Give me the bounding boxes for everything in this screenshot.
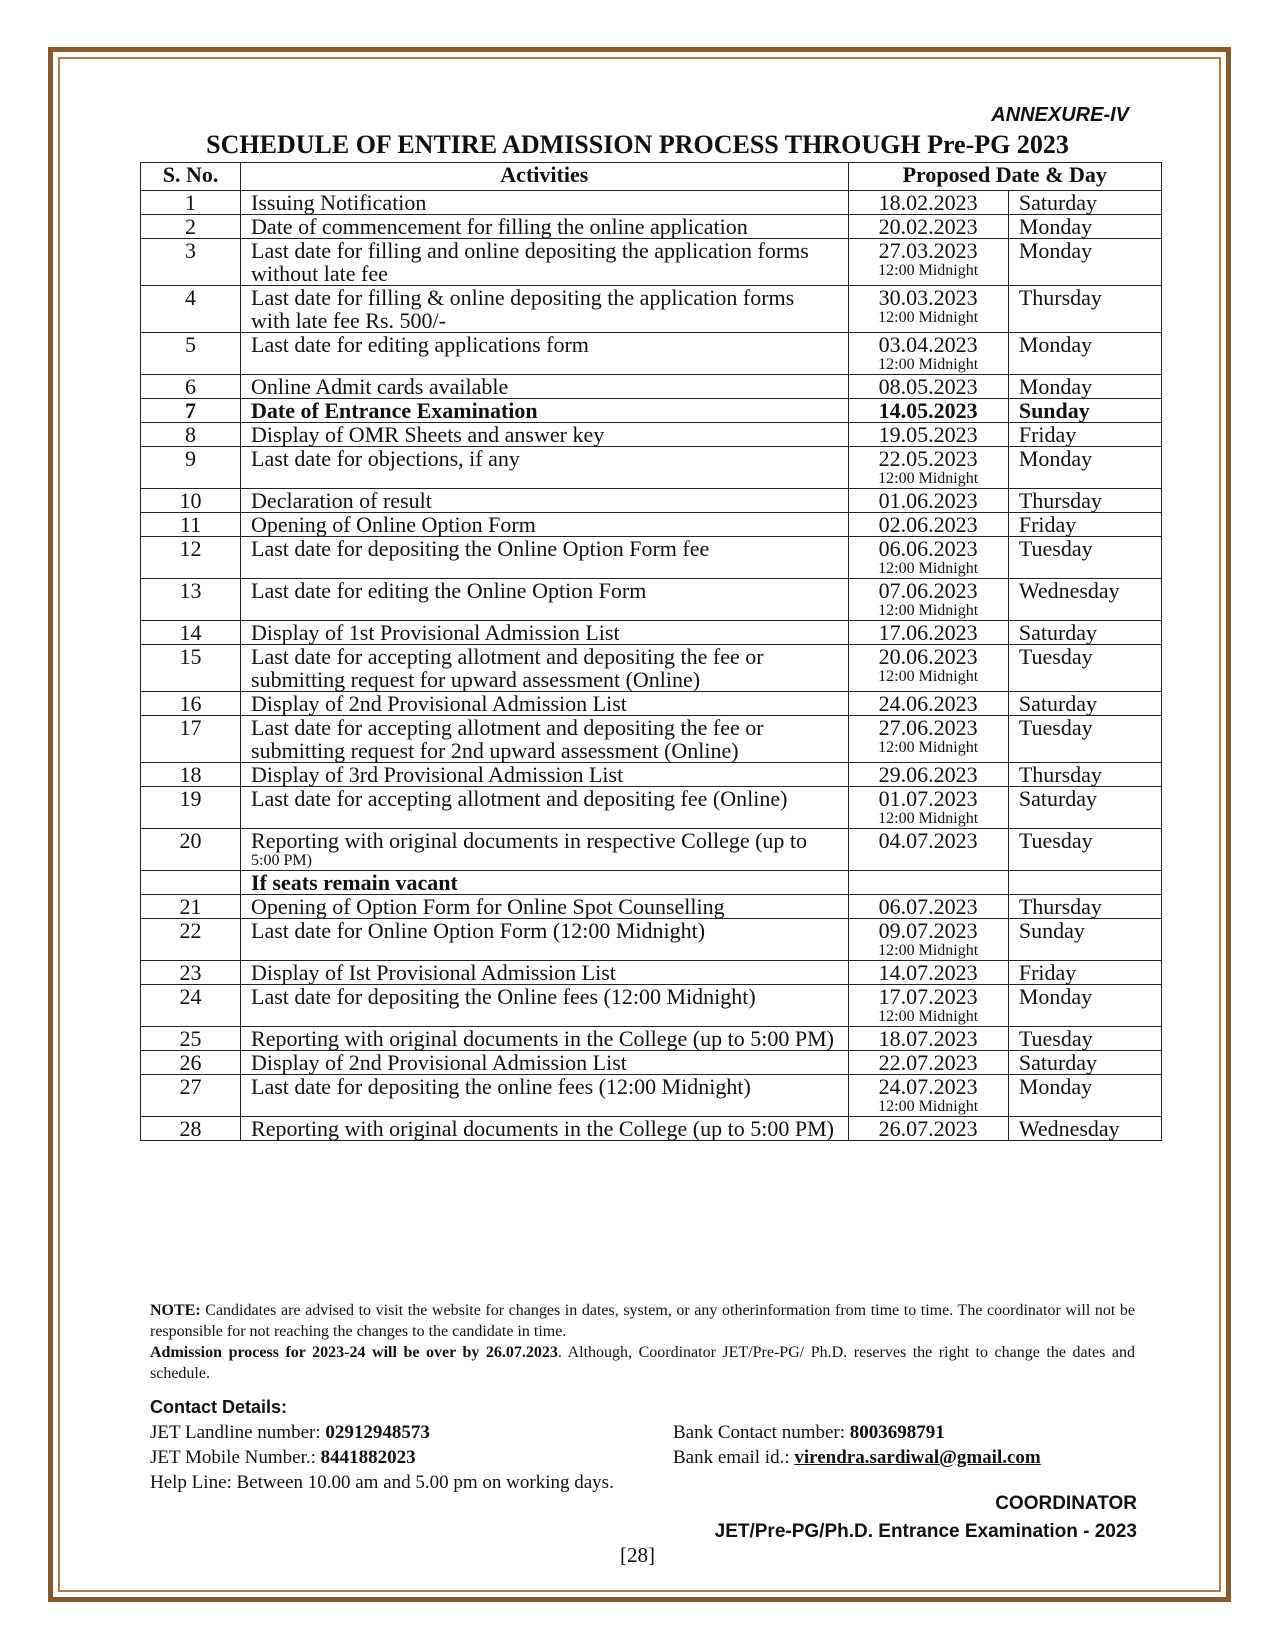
row-activity-text: Display of 3rd Provisional Admission List — [251, 762, 624, 787]
landline-number: 02912948573 — [325, 1422, 430, 1443]
contact-heading: Contact Details: — [150, 1397, 288, 1417]
row-date-text: 17.07.2023 — [878, 984, 978, 1009]
row-day: Thursday — [1008, 895, 1161, 919]
row-activity — [241, 423, 848, 447]
row-date-text: 07.06.2023 — [878, 578, 978, 603]
row-activity-text: Last date for objections, if any — [251, 446, 520, 471]
row-date-text: 20.02.2023 — [878, 214, 978, 239]
row-activity-text: Date of commencement for filling the online application — [251, 214, 748, 239]
table-row — [141, 692, 1162, 716]
row-activity-text: Last date for filling and online depositing the application forms without late fee — [251, 238, 809, 286]
table-row — [141, 1027, 1162, 1051]
row-activity-text: Display of 2nd Provisional Admission List — [251, 1050, 627, 1075]
coordinator-title: COORDINATOR — [995, 1493, 1137, 1514]
table-row — [141, 423, 1162, 447]
row-date-text: 06.07.2023 — [878, 894, 978, 919]
row-day: Sunday — [1008, 399, 1161, 423]
row-sno: 16 — [141, 692, 241, 716]
bank-contact — [673, 1420, 945, 1445]
row-activity — [241, 375, 848, 399]
row-date — [848, 645, 1008, 692]
row-date-text: 18.02.2023 — [878, 190, 978, 215]
row-sno: 20 — [141, 829, 241, 871]
row-date — [848, 961, 1008, 985]
row-date — [848, 333, 1008, 375]
bank-email-label: Bank email id.: — [673, 1447, 790, 1468]
table-row — [141, 1075, 1162, 1117]
row-activity-time: 5:00 PM) — [251, 852, 312, 869]
row-activity-text: Date of Entrance Examination — [251, 398, 538, 423]
table-row — [141, 787, 1162, 829]
row-sno: 1 — [141, 191, 241, 215]
row-date — [848, 919, 1008, 961]
row-date-text: 29.06.2023 — [878, 762, 978, 787]
row-sno: 14 — [141, 621, 241, 645]
table-row — [141, 239, 1162, 286]
row-day: Monday — [1008, 375, 1161, 399]
row-day: Saturday — [1008, 692, 1161, 716]
row-date-text: 01.06.2023 — [878, 488, 978, 513]
row-sno: 21 — [141, 895, 241, 919]
row-activity-text: Last date for editing applications form — [251, 332, 589, 357]
note-text: Candidates are advised to visit the website for changes in dates, system, or any otherinformation from time to time. The coordinator will not be responsible for not reaching the changes to the candidate in time. — [150, 1302, 1136, 1340]
row-sno: 4 — [141, 286, 241, 333]
row-activity-text: Reporting with original documents in the College (up to 5:00 PM) — [251, 1116, 834, 1141]
table-row — [141, 333, 1162, 375]
row-activity-text: Last date for depositing the Online fees (12:00 Midnight) — [251, 984, 756, 1009]
bank-email — [673, 1445, 1041, 1470]
row-date — [848, 621, 1008, 645]
row-activity — [241, 621, 848, 645]
row-sno: 19 — [141, 787, 241, 829]
row-day: Tuesday — [1008, 645, 1161, 692]
row-activity — [241, 1075, 848, 1117]
table-row — [141, 919, 1162, 961]
row-date — [848, 489, 1008, 513]
table-row — [141, 447, 1162, 489]
row-date — [848, 447, 1008, 489]
row-date — [848, 399, 1008, 423]
row-activity — [241, 286, 848, 333]
row-activity-text: Last date for depositing the Online Option Form fee — [251, 536, 710, 561]
row-day: Tuesday — [1008, 1027, 1161, 1051]
row-activity-text: Last date for depositing the online fees (12:00 Midnight) — [251, 1074, 751, 1099]
table-row — [141, 716, 1162, 763]
row-date — [848, 1051, 1008, 1075]
row-activity — [241, 399, 848, 423]
helpline: Help Line: Between 10.00 am and 5.00 pm on working days. — [150, 1472, 614, 1493]
row-sno: 17 — [141, 716, 241, 763]
row-day: Monday — [1008, 447, 1161, 489]
row-activity-text: Opening of Option Form for Online Spot Counselling — [251, 894, 725, 919]
row-sno: 12 — [141, 537, 241, 579]
row-activity — [241, 191, 848, 215]
row-day: Monday — [1008, 239, 1161, 286]
table-row — [141, 985, 1162, 1027]
table-row — [141, 399, 1162, 423]
row-deadline-note: 12:00 Midnight — [878, 810, 979, 827]
row-day: Monday — [1008, 985, 1161, 1027]
row-date — [848, 763, 1008, 787]
row-date — [848, 1117, 1008, 1141]
row-date — [848, 286, 1008, 333]
row-deadline-note: 12:00 Midnight — [878, 1098, 979, 1115]
bank-email-link[interactable]: virendra.sardiwal@gmail.com — [794, 1447, 1041, 1468]
row-date-text: 08.05.2023 — [878, 374, 978, 399]
bank-contact-label: Bank Contact number: — [673, 1422, 846, 1443]
row-activity-text: Opening of Online Option Form — [251, 512, 536, 537]
row-sno: 11 — [141, 513, 241, 537]
row-date-text: 22.07.2023 — [878, 1050, 978, 1075]
row-day: Saturday — [1008, 1051, 1161, 1075]
header-date-day: Proposed Date & Day — [848, 163, 1161, 191]
row-sno: 10 — [141, 489, 241, 513]
row-deadline-note: 12:00 Midnight — [878, 309, 979, 326]
row-date-text: 06.06.2023 — [878, 536, 978, 561]
row-activity-text: Online Admit cards available — [251, 374, 509, 399]
row-day: Saturday — [1008, 787, 1161, 829]
row-date-text: 04.07.2023 — [878, 828, 978, 853]
row-activity-text: Reporting with original documents in respective College (up to — [251, 828, 808, 853]
row-date-text: 30.03.2023 — [878, 285, 978, 310]
row-deadline-note: 12:00 Midnight — [878, 356, 979, 373]
row-activity-text: Display of 2nd Provisional Admission List — [251, 691, 627, 716]
row-activity — [241, 763, 848, 787]
table-row — [141, 645, 1162, 692]
row-day: Friday — [1008, 513, 1161, 537]
table-row — [141, 621, 1162, 645]
table-row — [141, 489, 1162, 513]
row-date-text: 19.05.2023 — [878, 422, 978, 447]
row-date — [848, 239, 1008, 286]
row-activity-text: Last date for accepting allotment and depositing the fee or submitting request for 2nd upward assessment (Online) — [251, 715, 764, 763]
row-date — [848, 375, 1008, 399]
row-date — [848, 191, 1008, 215]
row-sno: 23 — [141, 961, 241, 985]
row-day: Friday — [1008, 423, 1161, 447]
schedule-table — [140, 162, 1162, 1141]
table-row — [141, 375, 1162, 399]
row-date — [848, 1075, 1008, 1117]
row-sno: 24 — [141, 985, 241, 1027]
table-row — [141, 1117, 1162, 1141]
note-paragraph — [150, 1300, 1135, 1342]
row-sno: 6 — [141, 375, 241, 399]
row-deadline-note: 12:00 Midnight — [878, 470, 979, 487]
row-activity — [241, 787, 848, 829]
row-date — [848, 423, 1008, 447]
row-sno: 22 — [141, 919, 241, 961]
row-day: Tuesday — [1008, 829, 1161, 871]
row-activity — [241, 239, 848, 286]
row-activity-text: Declaration of result — [251, 488, 432, 513]
row-date — [848, 895, 1008, 919]
row-sno: 27 — [141, 1075, 241, 1117]
row-activity-text: Last date for Online Option Form (12:00 Midnight) — [251, 918, 706, 943]
landline-label: JET Landline number: — [150, 1422, 321, 1443]
page-title: SCHEDULE OF ENTIRE ADMISSION PROCESS THROUGH Pre-PG 2023 — [206, 130, 1069, 159]
row-deadline-note: 12:00 Midnight — [878, 1008, 979, 1025]
mobile-label: JET Mobile Number.: — [150, 1447, 316, 1468]
page-number: [28] — [620, 1543, 655, 1567]
table-row — [141, 1051, 1162, 1075]
bank-contact-number: 8003698791 — [849, 1422, 945, 1443]
row-day: Tuesday — [1008, 537, 1161, 579]
row-date — [848, 829, 1008, 871]
row-date — [848, 513, 1008, 537]
row-date-text: 03.04.2023 — [878, 332, 978, 357]
table-row — [141, 537, 1162, 579]
row-activity — [241, 985, 848, 1027]
row-day: Wednesday — [1008, 579, 1161, 621]
table-row — [141, 286, 1162, 333]
table-row — [141, 513, 1162, 537]
row-day: Monday — [1008, 1075, 1161, 1117]
note-label: NOTE: — [150, 1302, 201, 1319]
row-activity — [241, 716, 848, 763]
row-date-text: 09.07.2023 — [878, 918, 978, 943]
row-date-text: 02.06.2023 — [878, 512, 978, 537]
row-day: Thursday — [1008, 286, 1161, 333]
table-row — [141, 579, 1162, 621]
row-deadline-note: 12:00 Midnight — [878, 668, 979, 685]
row-date-text: 20.06.2023 — [878, 644, 978, 669]
row-sno: 13 — [141, 579, 241, 621]
row-date-text: 26.07.2023 — [878, 1116, 978, 1141]
coordinator-subtitle: JET/Pre-PG/Ph.D. Entrance Examination - 2023 — [714, 1521, 1137, 1542]
row-sno: 2 — [141, 215, 241, 239]
row-activity-text: Last date for editing the Online Option Form — [251, 578, 647, 603]
row-activity — [241, 513, 848, 537]
row-sno: 3 — [141, 239, 241, 286]
row-activity — [241, 333, 848, 375]
row-activity — [241, 829, 848, 871]
row-sno: 28 — [141, 1117, 241, 1141]
row-date — [848, 985, 1008, 1027]
header-activities: Activities — [241, 163, 848, 191]
row-deadline-note: 12:00 Midnight — [878, 262, 979, 279]
row-sno: 26 — [141, 1051, 241, 1075]
row-date — [848, 579, 1008, 621]
row-date — [848, 537, 1008, 579]
row-sno: 5 — [141, 333, 241, 375]
row-activity-text: Display of Ist Provisional Admission List — [251, 960, 616, 985]
row-day: Saturday — [1008, 191, 1161, 215]
row-sno — [141, 871, 241, 895]
row-day: Friday — [1008, 961, 1161, 985]
row-date — [848, 787, 1008, 829]
row-date — [848, 716, 1008, 763]
row-activity — [241, 537, 848, 579]
table-row — [141, 829, 1162, 871]
mobile-number: 8441882023 — [320, 1447, 416, 1468]
row-activity — [241, 1027, 848, 1051]
row-date-text: 01.07.2023 — [878, 786, 978, 811]
row-date-text: 17.06.2023 — [878, 620, 978, 645]
row-activity — [241, 645, 848, 692]
row-sno: 15 — [141, 645, 241, 692]
contact-line-2 — [150, 1445, 1135, 1470]
admission-paragraph — [150, 1342, 1135, 1384]
row-date — [848, 871, 1008, 895]
table-row — [141, 191, 1162, 215]
row-day: Saturday — [1008, 621, 1161, 645]
row-activity — [241, 1117, 848, 1141]
row-date-text: 27.06.2023 — [878, 715, 978, 740]
row-activity — [241, 919, 848, 961]
row-day: Thursday — [1008, 763, 1161, 787]
row-activity — [241, 895, 848, 919]
row-activity — [241, 692, 848, 716]
row-activity — [241, 447, 848, 489]
contact-details — [150, 1395, 1135, 1495]
row-sno: 7 — [141, 399, 241, 423]
row-activity-text: Reporting with original documents in the College (up to 5:00 PM) — [251, 1026, 834, 1051]
table-row — [141, 895, 1162, 919]
row-activity-text: If seats remain vacant — [251, 870, 458, 895]
row-day: Monday — [1008, 215, 1161, 239]
row-day: Monday — [1008, 333, 1161, 375]
row-deadline-note: 12:00 Midnight — [878, 560, 979, 577]
row-day: Wednesday — [1008, 1117, 1161, 1141]
row-date — [848, 215, 1008, 239]
row-deadline-note: 12:00 Midnight — [878, 739, 979, 756]
row-date-text: 24.07.2023 — [878, 1074, 978, 1099]
row-date-text: 18.07.2023 — [878, 1026, 978, 1051]
table-row — [141, 763, 1162, 787]
row-date — [848, 1027, 1008, 1051]
row-date-text: 22.05.2023 — [878, 446, 978, 471]
row-date-text: 27.03.2023 — [878, 238, 978, 263]
table-row — [141, 871, 1162, 895]
row-activity-text: Last date for accepting allotment and depositing fee (Online) — [251, 786, 788, 811]
row-date — [848, 692, 1008, 716]
contact-line-1 — [150, 1420, 1135, 1445]
table-row — [141, 215, 1162, 239]
row-date-text: 14.05.2023 — [878, 398, 978, 423]
row-activity-text: Last date for accepting allotment and depositing the fee or submitting request for upward assessment (Online) — [251, 644, 764, 692]
row-activity-text: Display of OMR Sheets and answer key — [251, 422, 605, 447]
row-sno: 9 — [141, 447, 241, 489]
admission-rest-text: . Although, Coordinator JET/Pre-PG/ Ph.D. reserves the right to change the dates and schedule. — [150, 1344, 1136, 1382]
row-activity-text: Issuing Notification — [251, 190, 427, 215]
row-date-text: 24.06.2023 — [878, 691, 978, 716]
row-day: Tuesday — [1008, 716, 1161, 763]
row-activity-text: Last date for filling & online depositing the application forms with late fee Rs. 500/- — [251, 285, 795, 333]
row-activity — [241, 215, 848, 239]
row-activity — [241, 961, 848, 985]
row-activity — [241, 489, 848, 513]
row-deadline-note: 12:00 Midnight — [878, 602, 979, 619]
row-day — [1008, 871, 1161, 895]
row-activity-text: Display of 1st Provisional Admission List — [251, 620, 620, 645]
row-sno: 18 — [141, 763, 241, 787]
row-activity — [241, 1051, 848, 1075]
row-activity — [241, 579, 848, 621]
row-sno: 8 — [141, 423, 241, 447]
row-date-text: 14.07.2023 — [878, 960, 978, 985]
header-sno: S. No. — [141, 163, 241, 191]
notes-section — [150, 1300, 1135, 1384]
row-activity — [241, 871, 848, 895]
coordinator-signature — [715, 1490, 1137, 1546]
admission-bold-text: Admission process for 2023-24 will be over by 26.07.2023 — [150, 1344, 558, 1361]
table-row — [141, 961, 1162, 985]
row-sno: 25 — [141, 1027, 241, 1051]
annexure-label: ANNEXURE-IV — [991, 104, 1129, 126]
row-day: Thursday — [1008, 489, 1161, 513]
row-day: Sunday — [1008, 919, 1161, 961]
row-deadline-note: 12:00 Midnight — [878, 942, 979, 959]
table-header-row — [141, 163, 1162, 191]
